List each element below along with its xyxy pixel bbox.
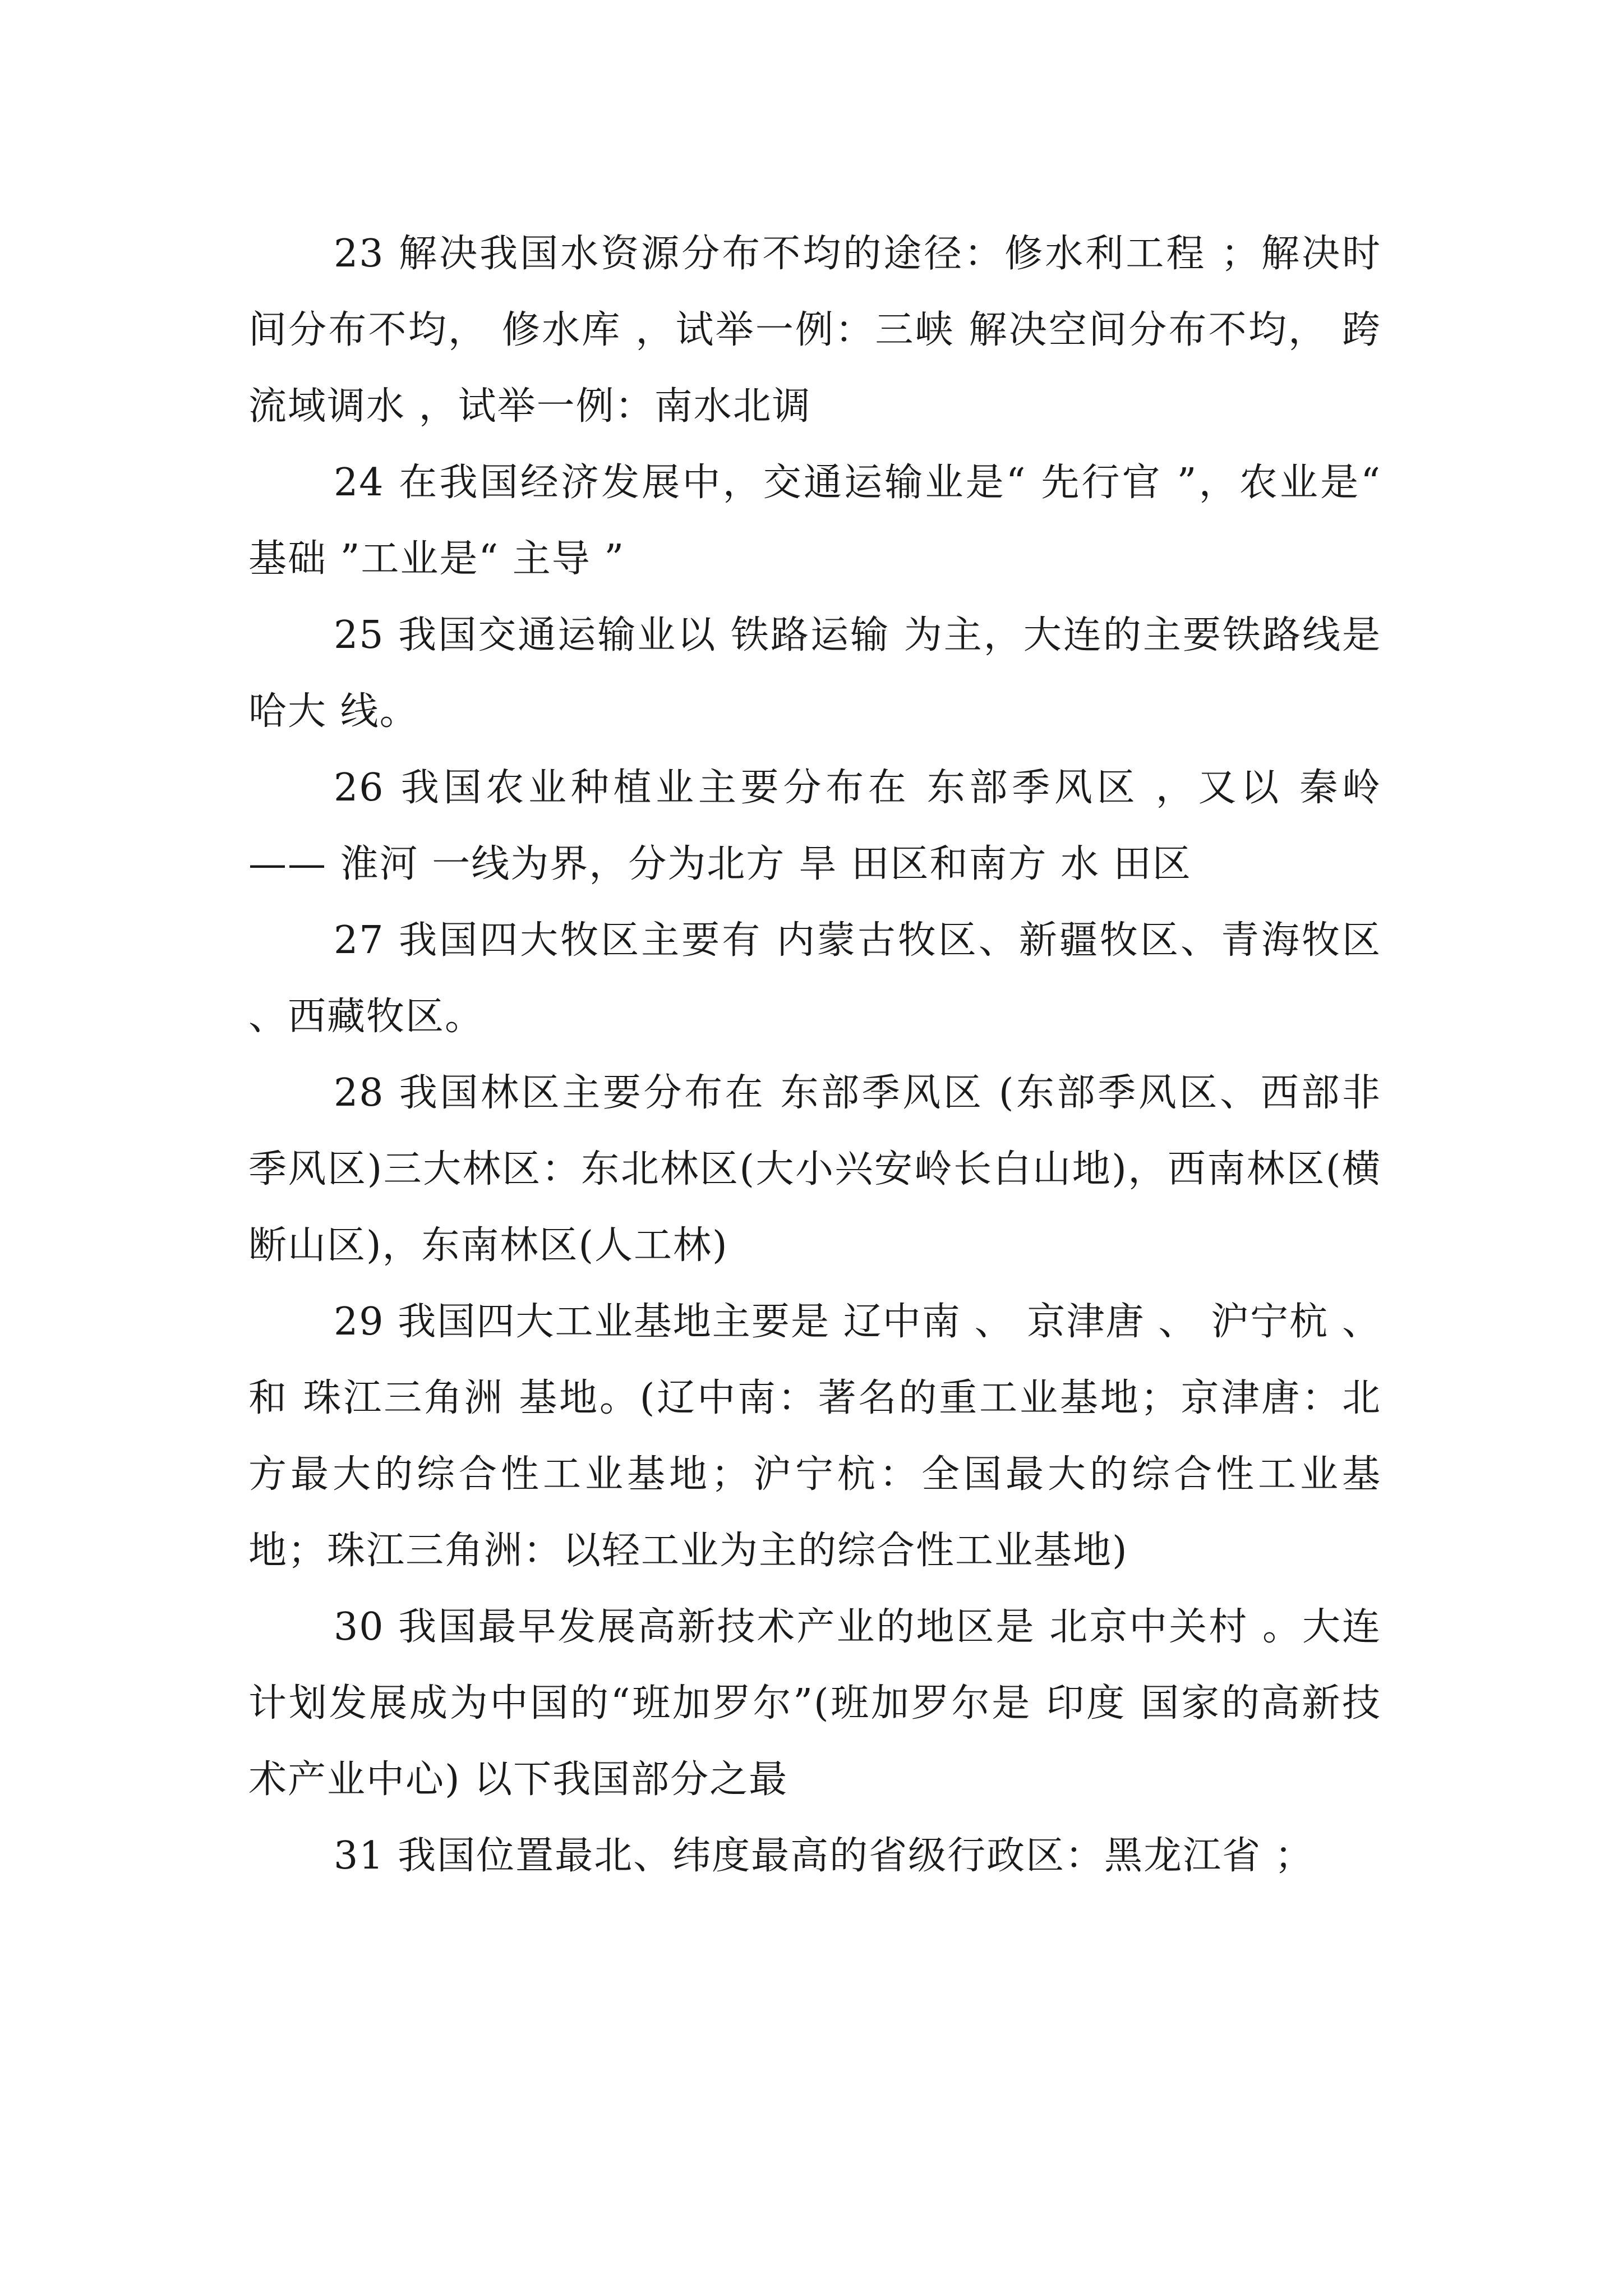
document-body: [248, 216, 1381, 1894]
paragraph-28: 28 我国林区主要分布在 东部季风区 (东部季风区、西部非季风区)三大林区：东北林区(大小兴安岭长白山地)，西南林区(横断山区)，东南林区(人工林): [248, 1071, 1381, 1268]
paragraph-31: 31 我国位置最北、纬度最高的省级行政区：黑龙江省 ；: [334, 1834, 1314, 1878]
paragraph-23: 23 解决我国水资源分布不均的途径：修水利工程 ；解决时间分布不均， 修水库 ，试举一例：三峡 解决空间分布不均， 跨流域调水 ，试举一例：南水北调: [248, 232, 1381, 429]
paragraph-25: 25 我国交通运输业以 铁路运输 为主，大连的主要铁路线是 哈大 线。: [248, 613, 1381, 734]
paragraph-24: 24 在我国经济发展中，交通运输业是“ 先行官 ”，农业是“ 基础 ”工业是“ 主导 ”: [248, 461, 1381, 581]
paragraph-30: 30 我国最早发展高新技术产业的地区是 北京中关村 。大连计划发展成为中国的“班加罗尔”(班加罗尔是 印度 国家的高新技术产业中心) 以下我国部分之最: [248, 1605, 1381, 1802]
paragraph-26: 26 我国农业种植业主要分布在 东部季风区 ，又以 秦岭 —— 淮河 一线为界，分为北方 旱 田区和南方 水 田区: [248, 766, 1381, 886]
paragraph-29: 29 我国四大工业基地主要是 辽中南 、 京津唐 、 沪宁杭 、和 珠江三角洲 基地。(辽中南：著名的重工业基地；京津唐：北方最大的综合性工业基地；沪宁杭：全国最大的综合性工业基地；珠江三角洲：以轻工业为主的综合性工业基地): [248, 1300, 1381, 1573]
paragraph-27: 27 我国四大牧区主要有 内蒙古牧区、新疆牧区、青海牧区 、西藏牧区。: [248, 918, 1381, 1039]
